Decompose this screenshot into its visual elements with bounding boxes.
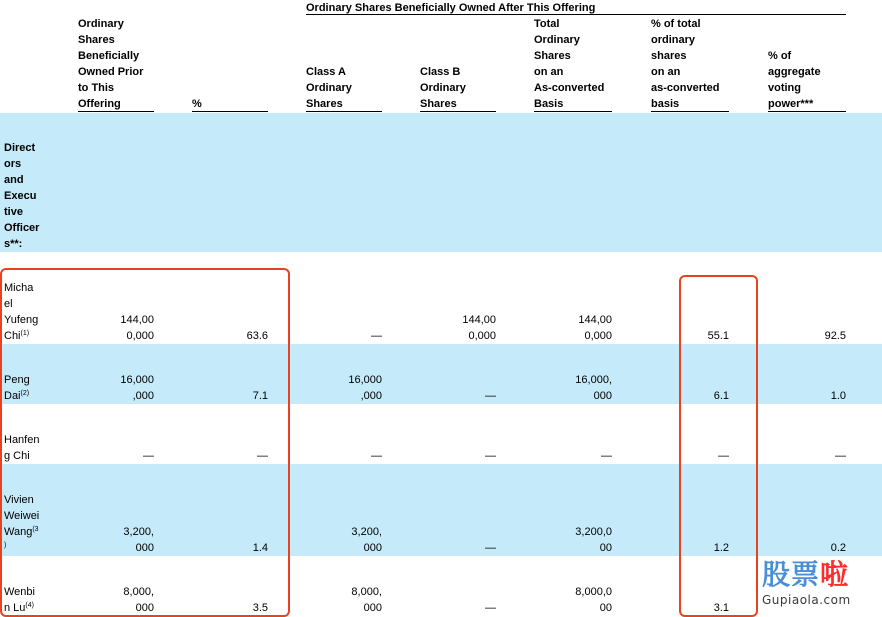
header-class-b	[420, 64, 466, 112]
class-a-cell: —	[371, 330, 382, 342]
percent-cell: 63.6	[246, 330, 268, 342]
header-line: % of	[768, 50, 792, 62]
name-line: g Chi	[4, 450, 30, 462]
name-line: Dai	[4, 390, 21, 402]
percent-total-cell: 55.1	[707, 330, 729, 342]
value-line: 3,200,	[351, 526, 382, 538]
section-label-line: Direct	[4, 142, 36, 154]
percent-cell: —	[257, 450, 268, 462]
value-line: 0,000	[468, 330, 496, 342]
header-line: on an	[651, 66, 681, 78]
total-shares-cell	[534, 312, 612, 344]
header-line: as-converted	[651, 82, 720, 94]
class-b-cell: —	[485, 390, 496, 402]
name-line: Weiwei	[4, 510, 40, 522]
watermark-char: 票	[791, 558, 821, 591]
header-line: Shares	[78, 34, 115, 46]
footnote-marker: (3	[32, 526, 39, 533]
value-line: 3,200,0	[575, 526, 612, 538]
footnote-marker: (2)	[20, 390, 30, 397]
value-line: 8,000,0	[575, 586, 612, 598]
value-line: 00	[599, 542, 612, 554]
total-shares-cell: —	[601, 450, 612, 462]
name-line: Peng	[4, 374, 30, 386]
watermark-char: 股	[762, 558, 792, 591]
value-line: 3,200,	[123, 526, 154, 538]
percent-cell: 7.1	[252, 390, 268, 402]
voting-power-cell: 0.2	[830, 542, 846, 554]
voting-power-cell: 92.5	[824, 330, 846, 342]
column-rule	[78, 111, 154, 112]
footnote-marker: (1)	[20, 330, 30, 337]
value-line: 000	[593, 390, 612, 402]
footnote-marker: )	[4, 542, 7, 549]
header-line: Total	[534, 18, 560, 30]
voting-power-cell: 1.0	[830, 390, 846, 402]
header-line: Ordinary	[78, 18, 124, 30]
header-total-shares	[534, 16, 604, 112]
column-rule	[306, 111, 382, 112]
total-shares-cell	[534, 524, 612, 556]
value-line: 144,00	[462, 314, 496, 326]
section-label-line: Execu	[4, 190, 37, 202]
class-b-cell	[420, 312, 496, 344]
name-line: n Lu	[4, 602, 26, 614]
header-line: Offering	[78, 98, 121, 110]
section-band	[0, 113, 882, 252]
header-line: Ordinary	[306, 82, 352, 94]
header-line: Owned Prior	[78, 66, 144, 78]
value-line: 000	[135, 602, 154, 614]
header-percent-total	[651, 16, 719, 112]
value-line: 16,000	[348, 374, 382, 386]
section-label-line: and	[4, 174, 24, 186]
value-line: 000	[363, 542, 382, 554]
class-a-cell	[306, 372, 382, 404]
name-line: Vivien	[4, 494, 34, 506]
header-line: shares	[651, 50, 687, 62]
column-rule	[420, 111, 496, 112]
value-line: 0,000	[126, 330, 154, 342]
watermark-logo	[762, 558, 880, 616]
section-label	[4, 140, 39, 252]
group-header-title: Ordinary Shares Beneficially Owned After This Offering	[306, 2, 596, 14]
section-label-line: s**:	[4, 238, 23, 250]
section-label-line: Officer	[4, 222, 40, 234]
header-line: on an	[534, 66, 564, 78]
percent-total-cell: 1.2	[713, 542, 729, 554]
value-line: 144,00	[120, 314, 154, 326]
header-line: As-converted	[534, 82, 605, 94]
header-line: Shares	[420, 98, 457, 110]
value-line: 00	[599, 602, 612, 614]
header-percent: %	[192, 98, 202, 110]
prior-shares-cell: —	[143, 450, 154, 462]
header-line: power***	[768, 98, 814, 110]
column-rule	[768, 111, 846, 112]
watermark-char: 啦	[820, 558, 850, 591]
class-b-cell: —	[485, 602, 496, 614]
percent-cell: 3.5	[252, 602, 268, 614]
header-prior-ownership	[78, 16, 143, 112]
column-rule	[534, 111, 612, 112]
header-voting-power	[768, 48, 821, 112]
section-label-line: ors	[4, 158, 22, 170]
highlight-box-left	[0, 268, 290, 617]
name-line: Wang	[4, 526, 33, 538]
header-line: Ordinary	[420, 82, 466, 94]
class-a-cell	[306, 584, 382, 616]
class-b-cell: —	[485, 450, 496, 462]
header-line: Beneficially	[78, 50, 140, 62]
total-shares-cell	[534, 584, 612, 616]
header-line: Ordinary	[534, 34, 580, 46]
group-header-rule	[306, 14, 846, 15]
name-line: Yufeng	[4, 314, 39, 326]
section-label-line: tive	[4, 206, 23, 218]
header-class-a	[306, 64, 352, 112]
name-line: Chi	[4, 330, 21, 342]
class-a-cell: —	[371, 450, 382, 462]
percent-cell: 1.4	[252, 542, 268, 554]
column-rule	[192, 111, 268, 112]
header-line: Shares	[534, 50, 571, 62]
header-line: % of total	[651, 18, 701, 30]
name-line: el	[4, 298, 13, 310]
header-line: ordinary	[651, 34, 696, 46]
header-line: Basis	[534, 98, 564, 110]
watermark-url: Gupiaola.com	[762, 593, 851, 607]
percent-total-cell: 3.1	[713, 602, 729, 614]
value-line: 000	[135, 542, 154, 554]
percent-total-cell: —	[718, 450, 729, 462]
header-line: to This	[78, 82, 115, 94]
total-shares-cell	[534, 372, 612, 404]
value-line: 16,000	[120, 374, 154, 386]
value-line: 16,000,	[575, 374, 612, 386]
value-line: ,000	[132, 390, 154, 402]
value-line: 8,000,	[351, 586, 382, 598]
value-line: 0,000	[584, 330, 612, 342]
name-line: Hanfen	[4, 434, 40, 446]
footnote-marker: (4)	[25, 602, 34, 609]
name-line: Wenbi	[4, 586, 35, 598]
watermark-chinese	[762, 558, 880, 592]
header-line: aggregate	[768, 66, 821, 78]
header-line: voting	[768, 82, 801, 94]
value-line: 144,00	[578, 314, 612, 326]
header-line: Shares	[306, 98, 343, 110]
column-rule	[651, 111, 729, 112]
header-line: Class A	[306, 66, 346, 78]
name-line: Micha	[4, 282, 34, 294]
class-a-cell	[306, 524, 382, 556]
highlight-box-percent-total	[679, 275, 758, 617]
voting-power-cell: —	[835, 450, 846, 462]
header-line: Class B	[420, 66, 461, 78]
value-line: ,000	[360, 390, 382, 402]
value-line: 000	[363, 602, 382, 614]
class-b-cell: —	[485, 542, 496, 554]
header-line: basis	[651, 98, 680, 110]
percent-total-cell: 6.1	[713, 390, 729, 402]
value-line: 8,000,	[123, 586, 154, 598]
